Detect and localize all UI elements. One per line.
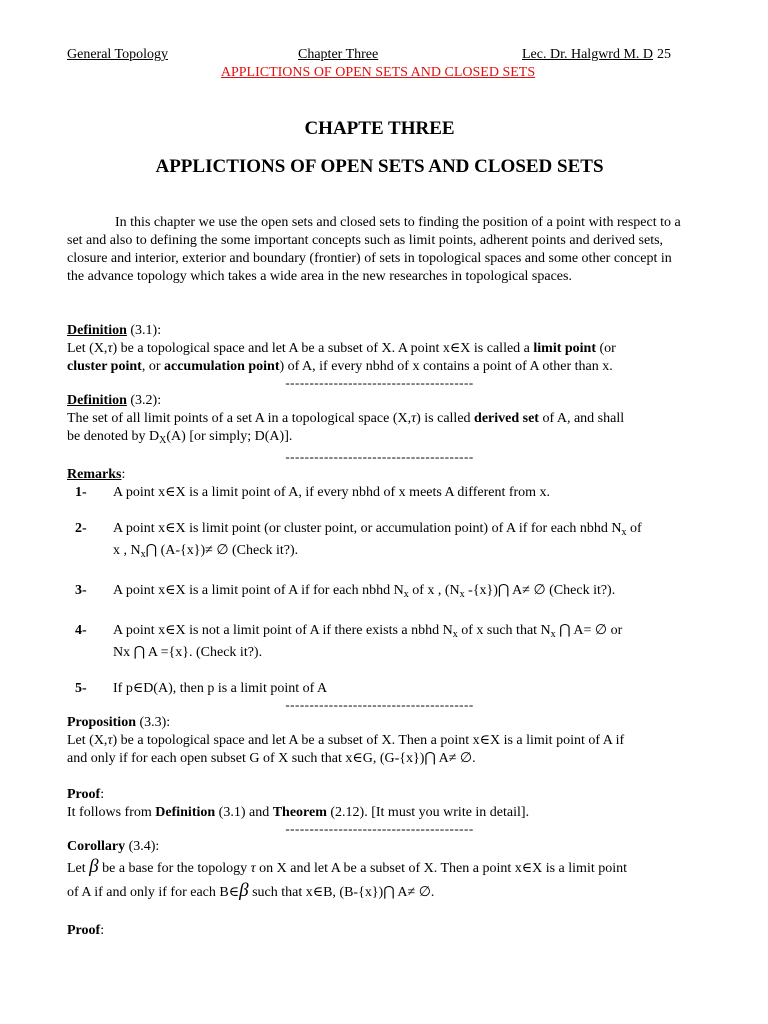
text: ) of A, if every nbhd of x contains a point of A other than x. [279, 359, 613, 374]
tau-symbol: τ [411, 411, 417, 426]
text: ) be a topological space and let A be a subset of X. Then a point x∈X is a limit point of A if [112, 733, 625, 748]
text: of A, and shall [538, 411, 625, 426]
subscript: X [159, 435, 167, 446]
ref-definition: Definition [155, 805, 216, 820]
separator: --------------------------------------- [285, 375, 474, 390]
tau-symbol: τ [250, 861, 256, 876]
corollary-label: Corollary [67, 839, 126, 854]
subscript: x [452, 629, 458, 640]
text: Nx ⋂ A ={x}. (Check it?). [113, 645, 263, 660]
remark-number: 5- [75, 681, 87, 696]
subscript: x [621, 527, 627, 538]
header-chapter: Chapter Three [298, 47, 379, 62]
remark-text: If p∈D(A), then p is a limit point of A [113, 681, 328, 696]
header-course: General Topology [67, 47, 169, 62]
definition-number: (3.2): [126, 393, 162, 408]
definition-3-1 [67, 322, 692, 376]
remarks-label: Remarks [67, 467, 122, 482]
text: of [626, 521, 642, 536]
subscript: x [140, 549, 146, 560]
subscript: x [459, 589, 465, 600]
remark-item [75, 622, 692, 662]
remark-item [75, 520, 692, 564]
text: -{x})⋂ A≠ ∅ (Check it?). [464, 583, 616, 598]
text: ⋂ (A-{x})≠ ∅ (Check it?). [145, 543, 299, 558]
text: Let [67, 861, 90, 876]
header-lecturer [522, 46, 671, 64]
text: be a base for the topology [98, 861, 251, 876]
term-accumulation-point: accumulation point [163, 359, 280, 374]
tau-symbol: τ [107, 733, 113, 748]
remark-item [75, 484, 692, 502]
remark-item [75, 680, 692, 698]
text: of x , (N [408, 583, 460, 598]
definition-label: Definition [67, 393, 127, 408]
text: such that x∈B, (B-{x})⋂ A≠ ∅. [248, 885, 435, 900]
text: : [100, 923, 105, 938]
text: : [100, 787, 105, 802]
remark-text [113, 520, 692, 564]
text: It follows from [67, 805, 156, 820]
text: (A) [or simply; D(A)]. [166, 429, 293, 444]
remark-text [113, 622, 692, 662]
text: be denoted by D [67, 429, 160, 444]
definition-3-2 [67, 392, 692, 450]
corollary-number: (3.4): [125, 839, 160, 854]
proof-label: Proof [67, 923, 101, 938]
remark-number: 4- [75, 623, 87, 638]
text: ) be a topological space and let A be a subset of X. A point x∈X is called a [112, 341, 534, 356]
header-lecturer-name: Lec. Dr. Halgwrd M. D [522, 47, 654, 62]
text: of x such that N [457, 623, 551, 638]
subscript: x [550, 629, 556, 640]
separator: --------------------------------------- [285, 697, 474, 712]
text: x , N [113, 543, 141, 558]
remark-number: 1- [75, 485, 87, 500]
text: Let (X, [67, 341, 108, 356]
tau-symbol: τ [107, 341, 113, 356]
term-limit-point: limit point [533, 341, 597, 356]
beta-symbol: β [239, 880, 249, 901]
page-number: 25 [657, 47, 672, 62]
header-subtitle: APPLICTIONS OF OPEN SETS AND CLOSED SETS [220, 65, 536, 80]
intro-paragraph: In this chapter we use the open sets and closed sets to finding the position of a point with respect to a set and also to defining the some important concepts such as limit points, adherent points and derived sets, closure and interior, exterior and boundary (frontier) of sets in topological spaces and some other concept in the advance topology which takes a wide area in the new researches in topological spaces. [67, 215, 681, 284]
text: ) is called [416, 411, 475, 426]
text: of A if and only if for each B∈ [67, 885, 240, 900]
proposition-label: Proposition [67, 715, 136, 730]
text: on X and let A be a subset of X. Then a point x∈X is a limit point [255, 861, 627, 876]
remark-number: 3- [75, 583, 87, 598]
text: Let (X, [67, 733, 108, 748]
running-header [67, 46, 692, 64]
corollary-3-4 [67, 838, 692, 904]
subscript: x [403, 589, 409, 600]
term-cluster-point: cluster point [67, 359, 142, 374]
text: A point x∈X is limit point (or cluster point, or accumulation point) of A if for each nbhd N [113, 521, 622, 536]
remark-item [75, 582, 692, 604]
remark-text: A point x∈X is a limit point of A, if every nbhd of x meets A different from x. [113, 485, 551, 500]
separator: --------------------------------------- [285, 821, 474, 836]
text: (or [596, 341, 616, 356]
text: A point x∈X is a limit point of A if for each nbhd N [113, 583, 404, 598]
text: ⋂ A= ∅ or [555, 623, 623, 638]
text: (3.1) and [215, 805, 273, 820]
text: The set of all limit points of a set A in a topological space (X, [67, 411, 412, 426]
text: (2.12). [It must you write in detail]. [326, 805, 530, 820]
definition-label: Definition [67, 323, 127, 338]
chapter-title: APPLICTIONS OF OPEN SETS AND CLOSED SETS [155, 156, 604, 177]
proof-block [67, 922, 692, 940]
term-derived-set: derived set [474, 411, 539, 426]
proposition-3-3 [67, 714, 692, 768]
text: , or [141, 359, 164, 374]
proof-label: Proof [67, 787, 101, 802]
text: and only if for each open subset G of X such that x∈G, (G-{x})⋂ A≠ ∅. [67, 751, 476, 766]
remark-text [113, 582, 692, 604]
beta-symbol: β [89, 856, 99, 877]
text: A point x∈X is not a limit point of A if there exists a nbhd N [113, 623, 453, 638]
page-title: CHAPTE THREE [304, 118, 455, 139]
definition-number: (3.1): [126, 323, 162, 338]
proof-block [67, 786, 692, 822]
remark-number: 2- [75, 521, 87, 536]
document-page [67, 46, 692, 940]
text: : [121, 467, 126, 482]
remarks [67, 466, 692, 698]
ref-theorem: Theorem [272, 805, 327, 820]
proposition-number: (3.3): [135, 715, 171, 730]
separator: --------------------------------------- [285, 449, 474, 464]
